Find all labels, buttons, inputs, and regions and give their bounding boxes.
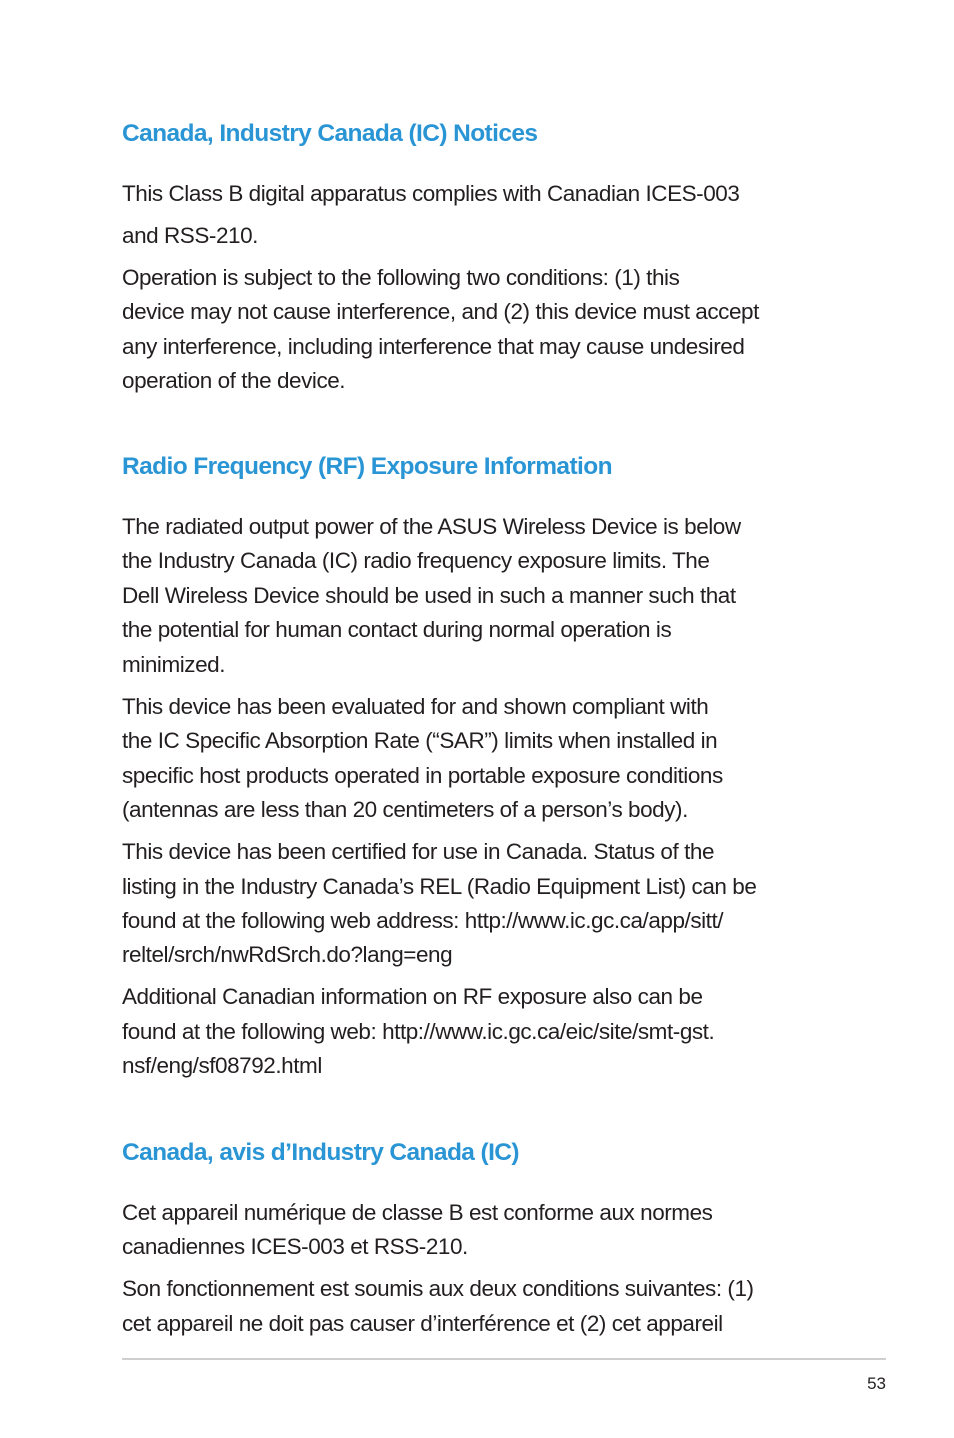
ic-notice-line: and RSS-210. — [122, 223, 258, 248]
ic-notice-line: device may not cause interference, and (2) this device must accept — [122, 299, 759, 324]
rf-exposure-line: listing in the Industry Canada’s REL (Radio Equipment List) can be — [122, 874, 757, 899]
rf-exposure-line: minimized. — [122, 652, 226, 677]
rf-exposure-line: The radiated output power of the ASUS Wireless Device is below — [122, 514, 741, 539]
avis-ic-line: cet appareil ne doit pas causer d’interférence et (2) cet appareil — [122, 1311, 723, 1336]
rf-exposure-line: specific host products operated in portable exposure conditions — [122, 763, 723, 788]
rf-exposure-line: Additional Canadian information on RF exposure also can be — [122, 984, 703, 1009]
avis-ic-line: Son fonctionnement est soumis aux deux conditions suivantes: (1) — [122, 1276, 754, 1301]
ic-notice-line: Operation is subject to the following two conditions: (1) this — [122, 265, 680, 290]
avis-ic-line: Cet appareil numérique de classe B est conforme aux normes — [122, 1200, 713, 1225]
ic-notice-line: operation of the device. — [122, 368, 346, 393]
rf-exposure-line: Dell Wireless Device should be used in such a manner such that — [122, 583, 736, 608]
rf-exposure-line: the potential for human contact during normal operation is — [122, 617, 672, 642]
rf-exposure-line: (antennas are less than 20 centimeters of a person’s body). — [122, 797, 688, 822]
rf-exposure-line: found at the following web: http://www.ic.gc.ca/eic/site/smt-gst. — [122, 1019, 715, 1044]
rf-exposure-line: nsf/eng/sf08792.html — [122, 1053, 322, 1078]
rf-exposure-line: found at the following web address: http://www.ic.gc.ca/app/sitt/ — [122, 908, 724, 933]
rf-exposure-line: the IC Specific Absorption Rate (“SAR”) limits when installed in — [122, 728, 718, 753]
rf-exposure-line: reltel/srch/nwRdSrch.do?lang=eng — [122, 942, 453, 967]
rf-exposure-line: This device has been evaluated for and shown compliant with — [122, 694, 709, 719]
section-heading-rf-exposure: Radio Frequency (RF) Exposure Information — [122, 453, 612, 480]
ic-notice-line: This Class B digital apparatus complies with Canadian ICES-003 — [122, 181, 740, 206]
ic-notice-line: any interference, including interference that may cause undesired — [122, 334, 745, 359]
avis-ic-line: canadiennes ICES-003 et RSS-210. — [122, 1234, 468, 1259]
rf-exposure-line: the Industry Canada (IC) radio frequency exposure limits. The — [122, 548, 710, 573]
footer-rule — [122, 1358, 886, 1360]
page-number: 53 — [867, 1374, 886, 1393]
section-heading-avis-ic: Canada, avis d’Industry Canada (IC) — [122, 1139, 519, 1166]
rf-exposure-line: This device has been certified for use in Canada. Status of the — [122, 839, 715, 864]
section-heading-ic-notices: Canada, Industry Canada (IC) Notices — [122, 120, 538, 147]
